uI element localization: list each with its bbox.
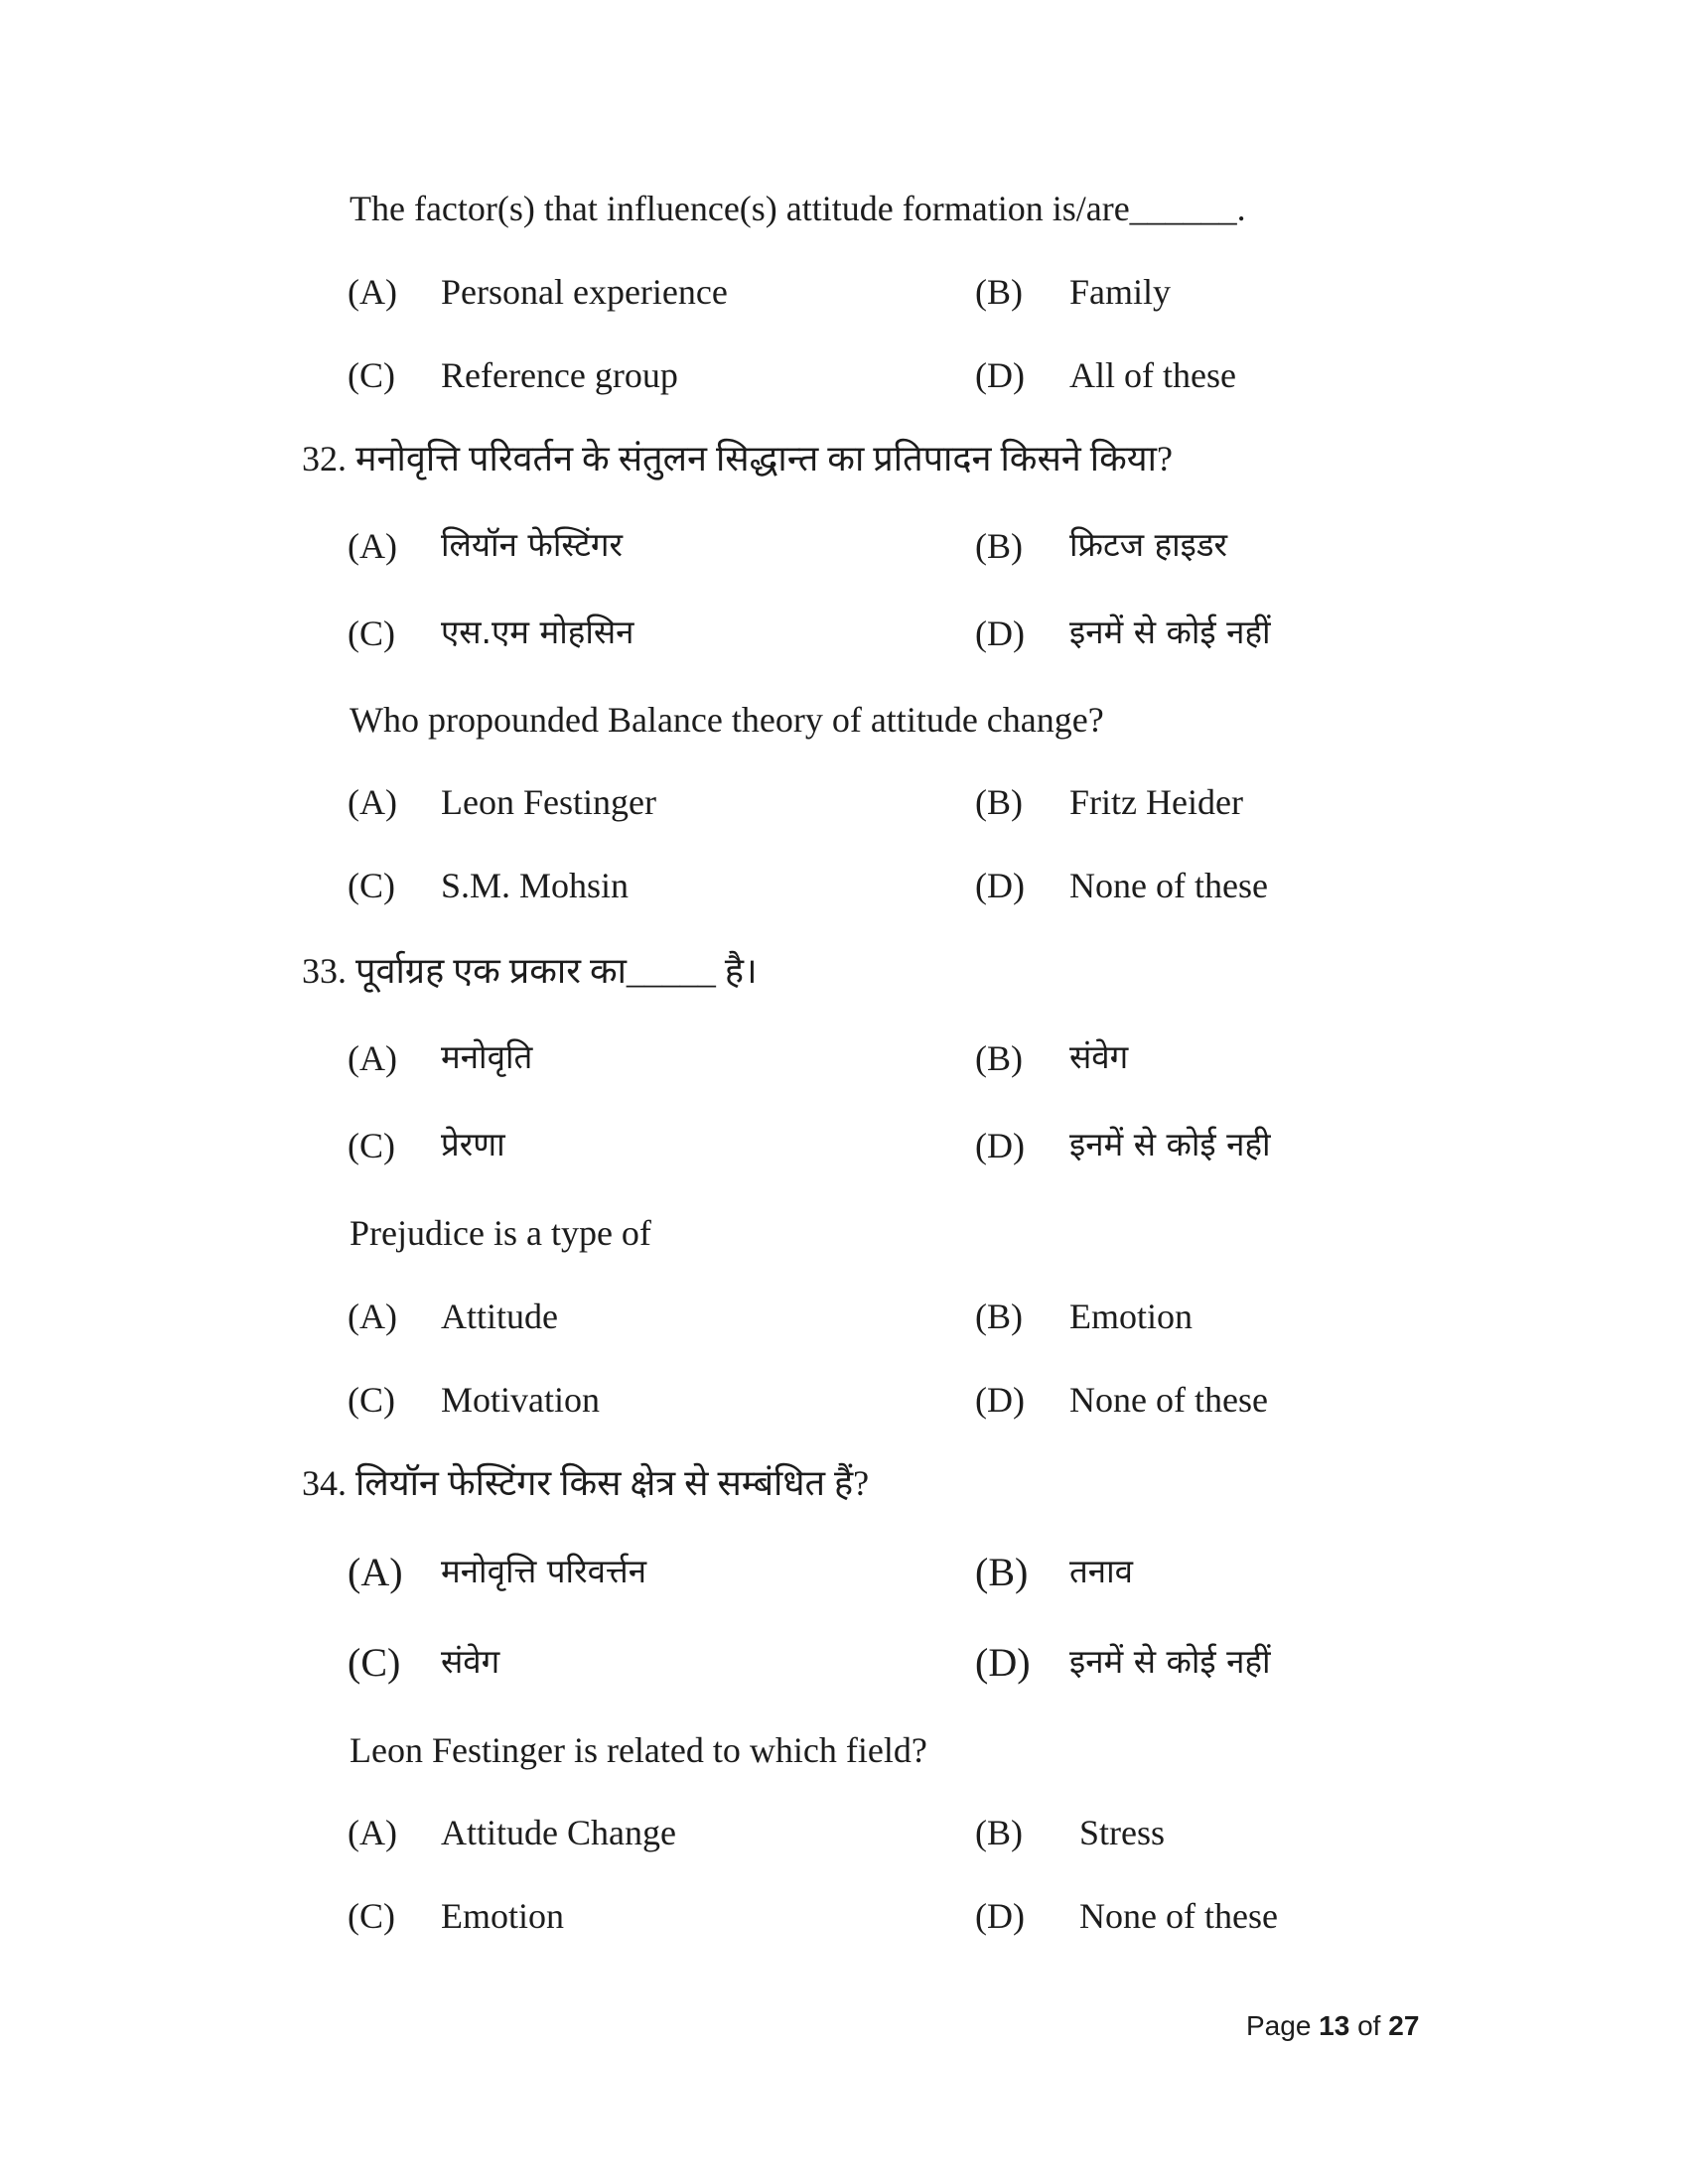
option-d-label: (D): [975, 866, 1025, 905]
option-b-label: (B): [975, 526, 1023, 566]
option-a-label: (A): [348, 1550, 403, 1594]
option-b-label: (B): [975, 1550, 1029, 1594]
question-31-en: The factor(s) that influence(s) attitude formation is/are______.: [350, 189, 1246, 228]
option-c-label: (C): [348, 1126, 395, 1165]
option-b-text: फ्रिटज हाइडर: [1069, 525, 1228, 564]
option-a-label: (A): [348, 782, 397, 822]
option-c-label: (C): [348, 1380, 395, 1420]
question-32-number: [302, 441, 1173, 477]
option-d-text: None of these: [1079, 1896, 1278, 1936]
option-c-text: संवेग: [441, 1642, 500, 1681]
option-a-text: मनोवृत्ति परिवर्त्तन: [441, 1552, 647, 1590]
option-a-text: Leon Festinger: [441, 782, 656, 822]
option-d-text: इनमें से कोई नहीं: [1069, 1642, 1271, 1681]
option-d-text: इनमें से कोई नही: [1069, 1125, 1271, 1163]
option-c-label: (C): [348, 1640, 401, 1685]
option-b-text: तनाव: [1069, 1552, 1134, 1590]
option-a-label: (A): [348, 272, 397, 312]
option-c-text: Motivation: [441, 1380, 600, 1420]
option-d-label: (D): [975, 1640, 1031, 1685]
option-a-text: Attitude: [441, 1297, 558, 1336]
option-c-label: (C): [348, 614, 395, 653]
option-b-text: Family: [1069, 272, 1172, 312]
option-c-label: (C): [348, 866, 395, 905]
option-c-text: Emotion: [441, 1896, 564, 1936]
option-a-label: (A): [348, 1038, 397, 1078]
option-d-text: None of these: [1069, 1380, 1268, 1420]
question-33-en: Prejudice is a type of: [350, 1213, 651, 1253]
option-a-text: मनोवृति: [441, 1037, 533, 1076]
option-d-text: इनमें से कोई नहीं: [1069, 613, 1271, 651]
option-d-label: (D): [975, 1380, 1025, 1420]
option-d-label: (D): [975, 355, 1025, 395]
option-c-label: (C): [348, 1896, 395, 1936]
option-c-label: (C): [348, 355, 395, 395]
question-32-en: Who propounded Balance theory of attitude change?: [350, 700, 1104, 740]
option-b-text: Emotion: [1069, 1297, 1193, 1336]
page-prefix: Page: [1246, 2010, 1320, 2041]
option-b-label: (B): [975, 272, 1023, 312]
total-pages: 27: [1388, 2010, 1420, 2041]
option-c-text: S.M. Mohsin: [441, 866, 630, 905]
option-b-text: Stress: [1079, 1813, 1166, 1852]
current-page: 13: [1319, 2010, 1350, 2041]
page-number: [1246, 2010, 1419, 2042]
option-b-label: (B): [975, 782, 1023, 822]
question-33-hi: 33. पूर्वाग्रह एक प्रकार का_____ है।: [302, 951, 758, 991]
option-d-label: (D): [975, 1126, 1025, 1165]
option-d-label: (D): [975, 1896, 1025, 1936]
option-d-text: All of these: [1069, 355, 1236, 395]
option-c-text: Reference group: [441, 355, 678, 395]
option-b-text: संवेग: [1069, 1037, 1129, 1076]
option-a-text: लियॉन फेस्टिंगर: [441, 525, 623, 564]
question-34-hi: 34. लियॉन फेस्टिंगर किस क्षेत्र से सम्बंधित हैं?: [302, 1463, 870, 1503]
option-d-text: None of these: [1069, 866, 1268, 905]
option-c-text: एस.एम मोहसिन: [441, 613, 634, 651]
option-d-label: (D): [975, 614, 1025, 653]
option-b-label: (B): [975, 1297, 1023, 1336]
option-b-label: (B): [975, 1038, 1023, 1078]
option-a-label: (A): [348, 526, 397, 566]
question-34-en: Leon Festinger is related to which field?: [350, 1730, 927, 1770]
option-a-label: (A): [348, 1813, 397, 1852]
option-a-label: (A): [348, 1297, 397, 1336]
option-c-text: प्रेरणा: [441, 1125, 505, 1163]
option-b-label: (B): [975, 1813, 1023, 1852]
option-b-text: Fritz Heider: [1069, 782, 1243, 822]
page-middle: of: [1349, 2010, 1389, 2041]
option-a-text: Attitude Change: [441, 1813, 676, 1852]
option-a-text: Personal experience: [441, 272, 728, 312]
question-32-hi: 32. मनोवृत्ति परिवर्तन के संतुलन सिद्धान्त का प्रतिपादन किसने किया?: [302, 439, 1173, 478]
